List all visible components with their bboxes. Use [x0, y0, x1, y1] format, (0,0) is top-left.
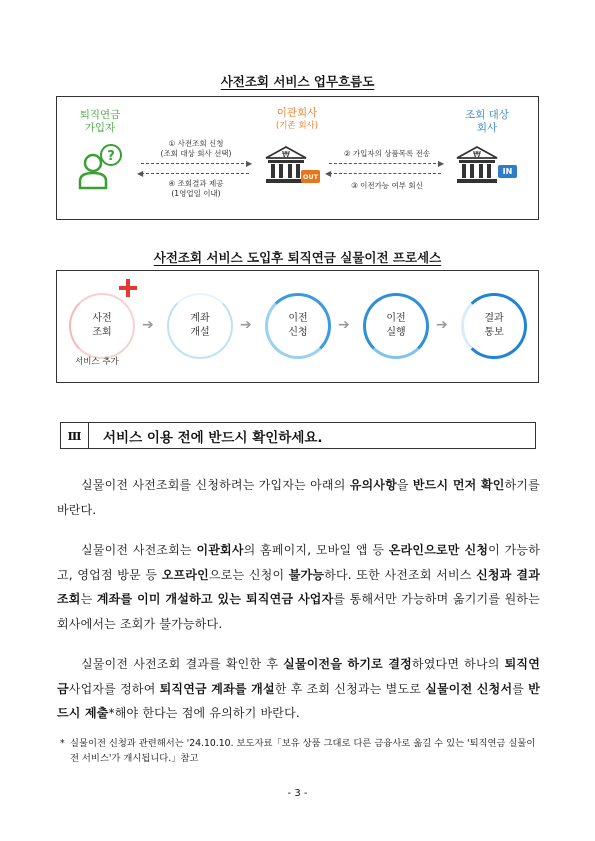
process-step-1: [69, 293, 135, 359]
p1-text: 하기를 바란다.: [57, 478, 540, 517]
p3-text: *해야 한다는 점에 유의하기 바란다.: [108, 706, 300, 720]
section-heading-text: 서비스 이용 전에 반드시 확인하세요.: [103, 429, 323, 446]
footnote-mark: *: [60, 738, 65, 749]
p3-text: 를: [512, 681, 529, 696]
transfer-out-sub: (기존 회사): [275, 121, 319, 131]
p2-bold: 불가능: [288, 567, 325, 582]
p2-bold: 오프라인: [161, 567, 209, 582]
p3-text: 사업자를 정하여: [68, 681, 160, 696]
footnote: [60, 736, 540, 766]
step-3-line2: 신청: [288, 327, 308, 338]
plus-icon: [119, 279, 137, 297]
p2-text: 는: [80, 592, 97, 606]
step-5-line1: 결과: [484, 313, 504, 324]
p2-text: 의 홈페이지, 모바일 앱 등: [243, 543, 389, 557]
arrow-left-head-icon: ◀: [137, 169, 144, 178]
page-number: - 3 -: [287, 788, 308, 799]
step-3-line1: 이전: [288, 313, 308, 324]
p3-text: 한 후 조회 신청과는 별도로: [274, 681, 426, 696]
step3-arrow: [329, 173, 441, 174]
step1-arrow: [141, 163, 249, 164]
step2-arrow: [329, 163, 441, 164]
subscriber-line2: 가입자: [84, 122, 116, 134]
p1-bold: 반드시 먼저 확인: [412, 478, 505, 492]
transfer-in-line2: 회사: [476, 122, 498, 134]
step4-label: [141, 179, 251, 199]
process-step-5: [461, 293, 527, 359]
step4-arrow: [141, 173, 249, 174]
step-4-line2: 실행: [386, 327, 406, 338]
svg-text:?: ?: [107, 149, 115, 164]
step-1-line2: 조회: [92, 327, 112, 338]
footnote-text: 실물이전 신청과 관련해서는 '24.10.10. 보도자료「보유 상품 그대로 다른 금융사로 옮길 수 있는 '퇴직연금 실물이전 서비스'가 개시됩니다.」참고: [70, 738, 536, 764]
svg-text:₩: ₩: [282, 150, 290, 159]
process-title: 사전조회 서비스 도입후 퇴직연금 실물이전 프로세스: [153, 250, 442, 265]
workflow-box: [56, 96, 539, 220]
p2-text: 이 가능하고, 영업점 방문 등: [57, 543, 540, 582]
arrow-right-head-icon: ▶: [438, 159, 445, 168]
chevron-right-icon: ➔: [240, 317, 252, 333]
chevron-right-icon: ➔: [338, 317, 350, 333]
chevron-right-icon: ➔: [142, 317, 154, 333]
p1-text: 실물이전 사전조회를 신청하려는 가입자는 아래의: [81, 478, 350, 492]
transfer-out-label: [247, 107, 347, 133]
p1-text: 을: [396, 478, 413, 492]
chevron-right-icon: ➔: [436, 317, 448, 333]
step4-line2: (1영업일 이내): [171, 189, 221, 198]
step3-label: ③ 이전가능 여부 회신: [351, 181, 423, 190]
p3-bold: 실물이전을 하기로 결정: [283, 657, 412, 671]
step1-line2: (조회 대상 회사 선택): [160, 149, 232, 158]
p2-text: 실물이전 사전조회는: [81, 543, 197, 557]
p2-text: 하다. 또한 사전조회 서비스: [324, 567, 477, 582]
p3-bold: 퇴직연금 계좌를 개설: [159, 681, 275, 696]
step-5-line2: 통보: [484, 327, 504, 338]
p3-bold: 실물이전 신청서: [425, 681, 513, 696]
service-added-label: 서비스 추가: [75, 357, 119, 367]
process-step-2: [167, 293, 233, 359]
p2-bold: 계좌를 이미 개설하고 있는 퇴직연금 사업자: [96, 592, 334, 606]
p3-bold: 반드시 제출: [57, 681, 540, 720]
process-step-3: [265, 293, 331, 359]
process-step-4: [363, 293, 429, 359]
step2-label: ② 가입자의 상품목록 전송: [343, 149, 431, 158]
p1-bold: 유의사항: [349, 478, 397, 492]
step-4-line1: 이전: [386, 313, 406, 324]
step4-line1: ④ 조회결과 제공: [168, 179, 224, 188]
p3-text: 하였다면 하나의: [411, 657, 505, 671]
paragraph-2: [57, 538, 540, 636]
arrow-right-head-icon: ▶: [246, 159, 253, 168]
p2-text: 으로는 신청이: [208, 567, 289, 582]
subscriber-label: [65, 109, 135, 135]
p3-text: 실물이전 사전조회 결과를 확인한 후: [81, 657, 284, 671]
p3-bold: 퇴직연금: [57, 657, 540, 696]
bank-building-icon: [455, 145, 499, 185]
workflow-title: 사전조회 서비스 업무흐름도: [220, 74, 375, 89]
in-tag: IN: [498, 165, 517, 178]
step-2-line1: 계좌: [190, 313, 210, 324]
transfer-out-name: 이관회사: [276, 107, 318, 119]
out-tag: OUT: [301, 170, 320, 183]
p2-text: 를 통해서만 가능하며 옮기기를 원하는 회사에서는 조회가 불가능하다.: [57, 592, 540, 631]
paragraph-1: [57, 473, 540, 522]
process-box: [56, 270, 539, 383]
svg-text:₩: ₩: [473, 150, 481, 159]
step1-label: [141, 139, 251, 159]
p2-bold: 신청과 결과조회: [57, 567, 540, 606]
section-heading: [89, 422, 536, 449]
step-1-line1: 사전: [92, 313, 112, 324]
section-numeral: Ⅲ: [60, 422, 89, 449]
subscriber-line1: 퇴직연금: [79, 109, 121, 121]
p2-bold: 온라인으로만 신청: [388, 543, 489, 557]
p2-bold: 이관회사: [196, 543, 244, 557]
step-2-line2: 개설: [190, 327, 210, 338]
paragraph-3: [57, 652, 540, 726]
transfer-in-label: [437, 109, 537, 135]
transfer-in-line1: 조회 대상: [465, 109, 509, 121]
person-question-icon: [77, 143, 123, 191]
arrow-left-head-icon: ◀: [325, 169, 332, 178]
step1-line1: ① 사전조회 신청: [168, 139, 224, 148]
